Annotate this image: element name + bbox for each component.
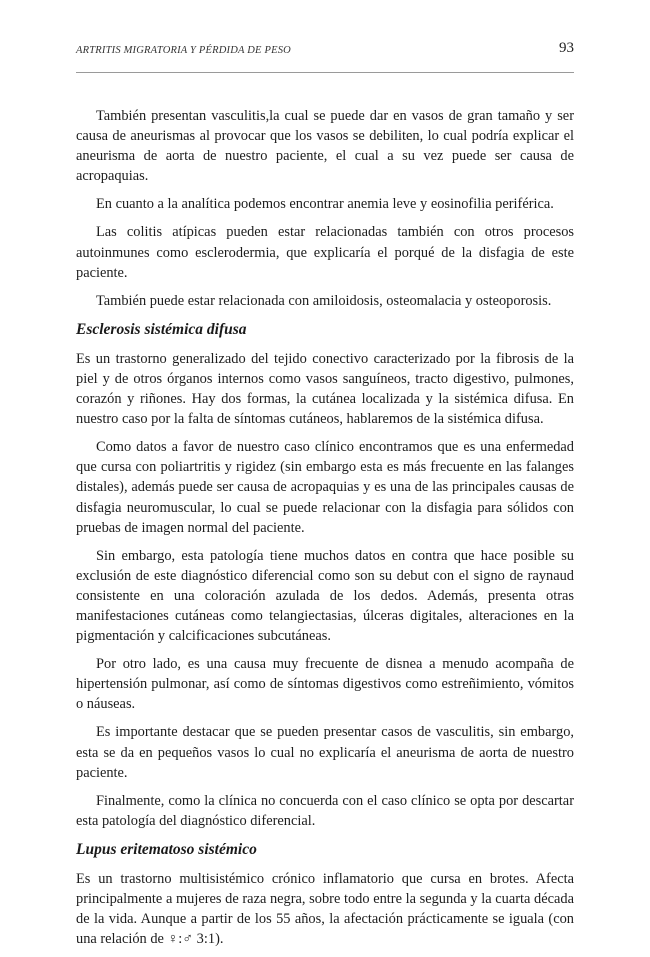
paragraph-analitica: En cuanto a la analítica podemos encontrar anemia leve y eosinofilia periférica. <box>96 196 554 213</box>
paragraph-definicion-esclerosis: Es un trastorno generalizado del tejido conectivo caracterizado por la fibrosis de la piel y de otros órganos internos como vasos sanguíneos, tracto digestivo, pulmones, corazón y riñones. Hay dos formas, la cutánea localizada y la sistémica difusa. En nuestro caso por la falta de síntomas cutáneos, hablaremos de la sistémica difusa. <box>76 350 574 428</box>
paragraph-vasculitis-pequenos-vasos: Es importante destacar que se pueden presentar casos de vasculitis, sin embargo, esta se da en pequeños vasos lo cual no explicaría el aneurisma de aorta de nuestro paciente. <box>76 724 574 781</box>
paragraph-definicion-lupus: Es un trastorno multisistémico crónico inflamatorio que cursa en brotes. Afecta principalmente a mujeres de raza negra, sobre todo entre la segunda y la cuarta década de la vida. Aunque a partir de los 55 años, la afectación prácticamente se iguala (con una relación de ♀:♂ 3:1). <box>76 870 574 948</box>
paragraph-amiloidosis: También puede estar relacionada con amiloidosis, osteomalacia y osteoporosis. <box>96 292 552 309</box>
paragraph-vasculitis: También presentan vasculitis,la cual se puede dar en vasos de gran tamaño y ser causa de aneurismas al provocar que los vasos se debiliten, lo cual podría explicar el aneurisma de aorta de nuestro paciente, el cual a su vez puede ser causa de acropaquias. <box>76 108 574 185</box>
page-number: 93 <box>559 40 574 56</box>
paragraph-datos-en-contra: Sin embargo, esta patología tiene muchos datos en contra que hace posible su exclusión de este diagnóstico diferencial como son su debut con el signo de raynaud consistente en una coloración azulada de los dedos. Además, presenta otras manifestaciones cutáneas como telangiectasias, úlceras digitales, alteraciones en la pigmentación y calcificaciones subcutáneas. <box>76 547 574 645</box>
header-divider <box>76 72 574 73</box>
section-heading-esclerosis: Esclerosis sistémica difusa <box>76 320 247 338</box>
paragraph-colitis: Las colitis atípicas pueden estar relacionadas también con otros procesos autoinmunes como esclerodermia, que explicaría el porqué de la disfagia de este paciente. <box>76 224 574 281</box>
running-header <box>76 38 574 60</box>
body-text <box>76 106 574 957</box>
running-title: ARTRITIS MIGRATORIA Y PÉRDIDA DE PESO <box>76 45 291 56</box>
paragraph-datos-a-favor: Como datos a favor de nuestro caso clínico encontramos que es una enfermedad que cursa con poliartritis y rigidez (sin embargo esta es más frecuente en las falanges distales), además puede ser causa de acropaquias y es una de las principales causas de disfagia neuromuscular, lo cual se puede relacionar con la disfagia para sólidos con pruebas de imagen normal del paciente. <box>76 439 574 536</box>
paragraph-conclusion-esclerosis: Finalmente, como la clínica no concuerda con el caso clínico se opta por descartar esta patología del diagnóstico diferencial. <box>76 792 574 829</box>
paragraph-disnea: Por otro lado, es una causa muy frecuente de disnea a menudo acompaña de hipertensión pulmonar, así como de síntomas digestivos como estreñimiento, vómitos o náuseas. <box>76 656 574 713</box>
section-heading-lupus: Lupus eritematoso sistémico <box>76 840 257 858</box>
